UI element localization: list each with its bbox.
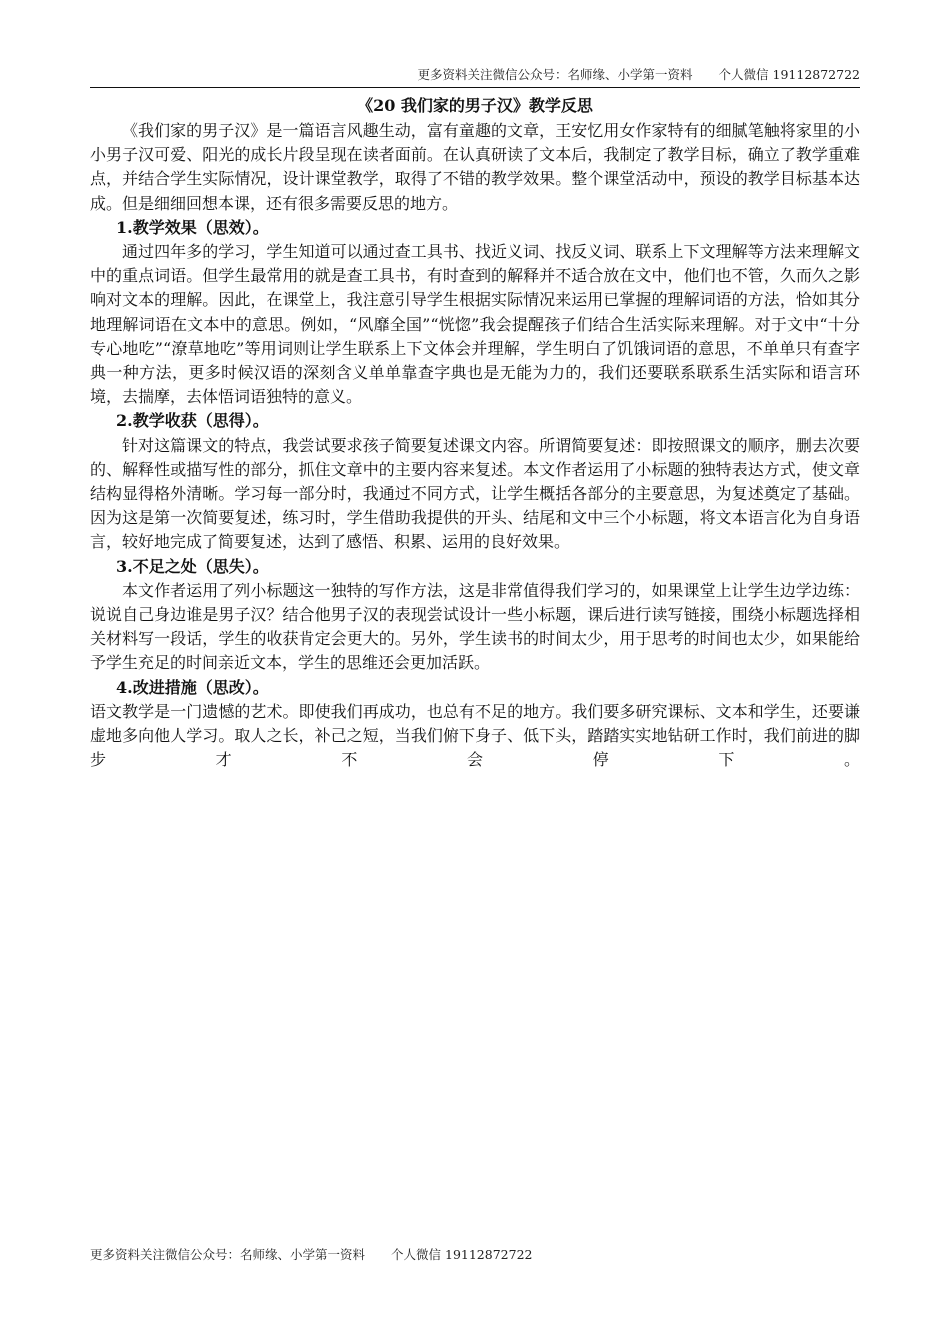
header-personal-wechat: 个人微信 19112872722 [718, 67, 860, 82]
section-paragraph: 语文教学是一门遗憾的艺术。即使我们再成功，也总有不足的地方。我们要多研究课标、文本和学生，还要谦虚地多向他人学习。取人之长，补己之短，当我们俯下身子、低下头，踏踏实实地钻研工作时，我们前进的脚步才不会停下。 [90, 701, 860, 770]
intro-paragraph: 《我们家的男子汉》是一篇语言风趣生动，富有童趣的文章，王安忆用女作家特有的细腻笔触将家里的小小男子汉可爱、阳光的成长片段呈现在读者面前。在认真研读了文本后，我制定了教学目标，确立了教学重难点，并结合学生实际情况，设计课堂教学，取得了不错的教学效果。整个课堂活动中，预设的教学目标基本达成。但是细细回想本课，还有很多需要反思的地方。 [90, 121, 860, 213]
section-heading: 4.改进措施（思改）。 [116, 677, 269, 697]
document-body [90, 93, 860, 772]
section-heading: 2.教学收获（思得）。 [116, 411, 269, 431]
header-divider [90, 87, 860, 88]
section-paragraph: 本文作者运用了列小标题这一独特的写作方法，这是非常值得我们学习的，如果课堂上让学生边学边练：说说自己身边谁是男子汉？结合他男子汉的表现尝试设计一些小标题，课后进行读写链接，围绕小标题选择相关材料写一段话，学生的收获肯定会更大的。另外，学生读书的时间太少，用于思考的时间也太少，如果能给予学生充足的时间亲近文本，学生的思维还会更加活跃。 [90, 580, 860, 673]
section-paragraph: 针对这篇课文的特点，我尝试要求孩子简要复述课文内容。所谓简要复述：即按照课文的顺序，删去次要的、解释性或描写性的部分，抓住文章中的主要内容来复述。本文作者运用了小标题的独特表达方式，使文章结构显得格外清晰。学习每一部分时，我通过不同方式，让学生概括各部分的主要意思，为复述奠定了基础。因为这是第一次简要复述，练习时，学生借助我提供的开头、结尾和文中三个小标题，将文本语言化为自身语言，较好地完成了简要复述，达到了感悟、积累、运用的良好效果。 [90, 435, 860, 552]
header-wechat-account: 更多资料关注微信公众号：名师缘、小学第一资料 [417, 67, 693, 82]
footer-wechat-account: 更多资料关注微信公众号：名师缘、小学第一资料 [90, 1247, 366, 1262]
section-heading: 1.教学效果（思效）。 [116, 217, 269, 237]
document-title: 《20 我们家的男子汉》教学反思 [357, 96, 593, 115]
section-heading: 3.不足之处（思失）。 [116, 556, 269, 576]
page-footer [90, 1246, 532, 1264]
section-paragraph: 通过四年多的学习，学生知道可以通过查工具书、找近义词、找反义词、联系上下文理解等方法来理解文中的重点词语。但学生最常用的就是查工具书，有时查到的解释并不适合放在文中，他们也不管，久而久之影响对文本的理解。因此，在课堂上，我注意引导学生根据实际情况来运用已掌握的理解词语的方法，恰如其分地理解词语在文本中的意思。例如，“风靡全国”“恍惚”我会提醒孩子们结合生活实际来理解。对于文中“十分专心地吃”“潦草地吃”等用词则让学生联系上下文体会并理解，学生明白了饥饿词语的意思，不单单只有查字典一种方法，更多时候汉语的深刻含义单单靠查字典也是无能为力的，我们还要联系联系生活实际和语言环境，去揣摩，去体悟词语独特的意义。 [90, 242, 860, 407]
footer-personal-wechat: 个人微信 19112872722 [391, 1247, 533, 1262]
page-header [90, 66, 860, 84]
